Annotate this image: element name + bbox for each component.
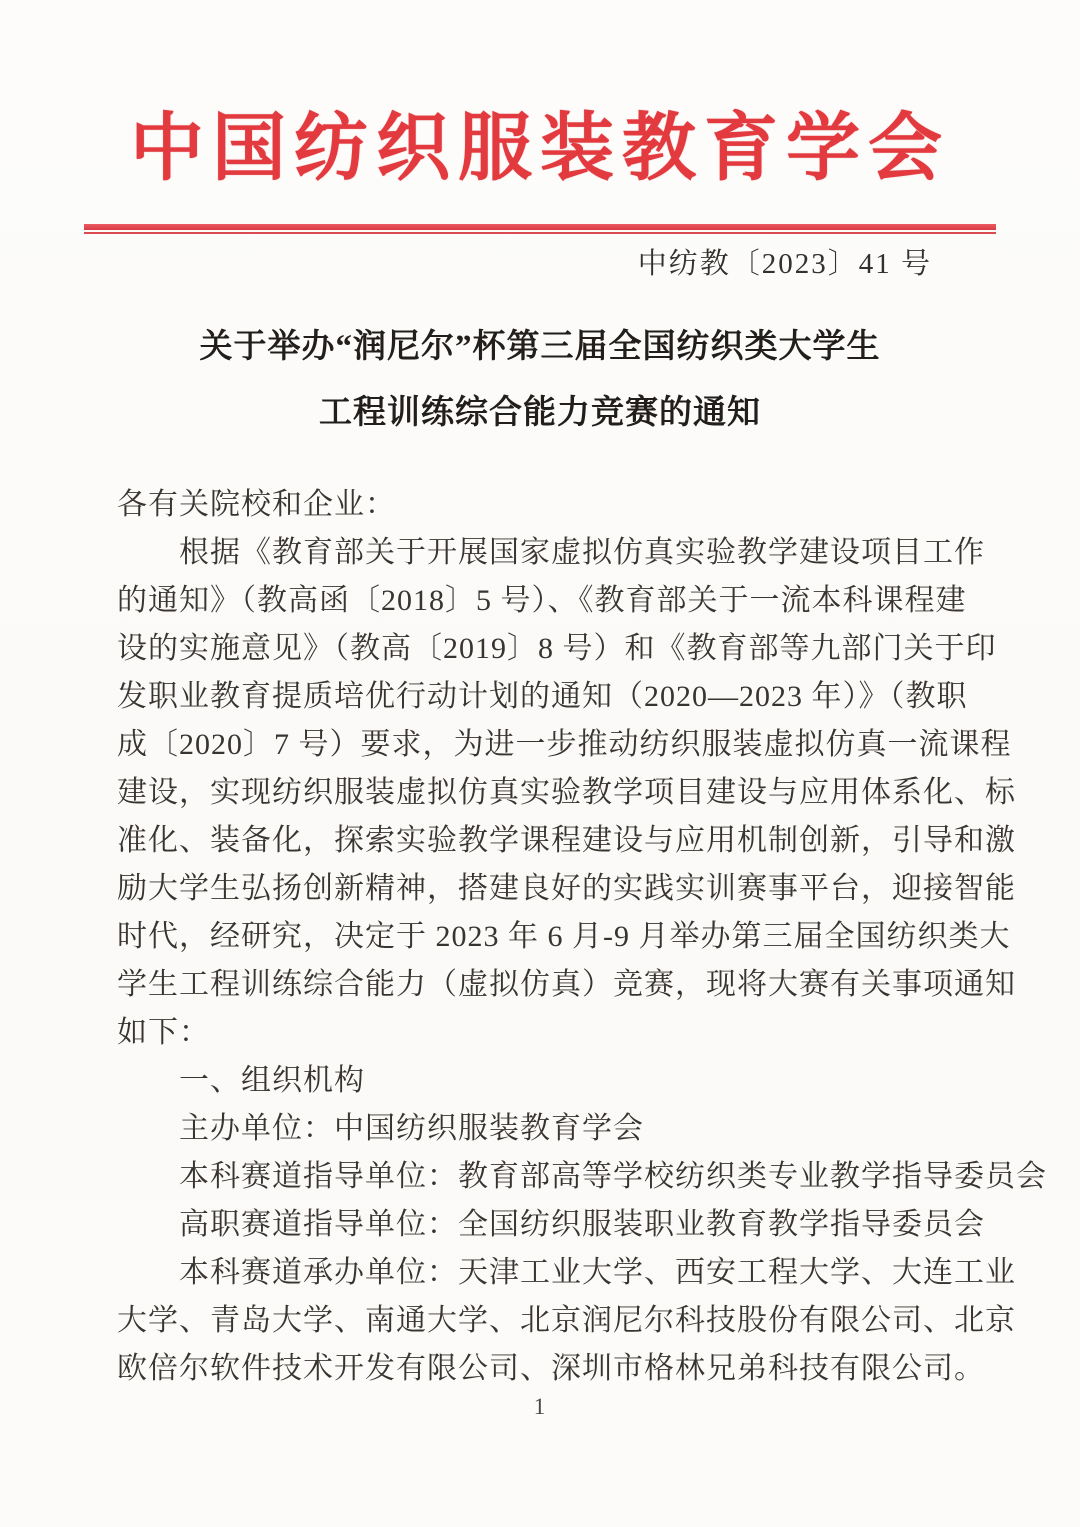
red-divider (84, 224, 996, 234)
body-line: 根据《教育部关于开展国家虚拟仿真实验教学建设项目工作 (179, 536, 985, 569)
doc-number: 中纺教〔2023〕41 号 (637, 248, 932, 280)
body-line: 准化、装备化，探索实验教学课程建设与应用机制创新，引导和激 (117, 824, 1016, 857)
body-line: 学生工程训练综合能力（虚拟仿真）竞赛，现将大赛有关事项通知 (117, 968, 1016, 1001)
body-line: 本科赛道指导单位：教育部高等学校纺织类专业教学指导委员会 (179, 1160, 1047, 1193)
page-number: 1 (533, 1394, 547, 1419)
body-line: 如下： (117, 1016, 210, 1049)
body-line: 主办单位：中国纺织服装教育学会 (179, 1112, 644, 1145)
body-line: 建设，实现纺织服装虚拟仿真实验教学项目建设与应用体系化、标 (117, 776, 1016, 809)
body-line: 发职业教育提质培优行动计划的通知（2020—2023 年）》（教职 (117, 680, 968, 713)
body-line: 励大学生弘扬创新精神，搭建良好的实践实训赛事平台，迎接智能 (117, 872, 1016, 905)
body-line: 各有关院校和企业： (117, 488, 396, 521)
body-line: 成〔2020〕7 号）要求，为进一步推动纺织服装虚拟仿真一流课程 (117, 728, 1012, 761)
body-line: 本科赛道承办单位：天津工业大学、西安工程大学、大连工业 (179, 1256, 1016, 1289)
org-header-title: 中国纺织服装教育学会 (130, 108, 950, 190)
doc-body (117, 481, 1047, 1393)
body-line: 设的实施意见》（教高〔2019〕8 号）和《教育部等九部门关于印 (117, 632, 997, 665)
doc-title-line-2: 工程训练综合能力竞赛的通知 (319, 395, 761, 431)
body-line: 的通知》（教高函〔2018〕5 号）、《教育部关于一流本科课程建 (117, 584, 967, 617)
body-line: 欧倍尔软件技术开发有限公司、深圳市格林兄弟科技有限公司。 (117, 1352, 985, 1385)
doc-title (0, 314, 1080, 446)
red-divider-thin-line (84, 232, 996, 234)
body-line: 时代，经研究，决定于 2023 年 6 月-9 月举办第三届全国纺织类大 (117, 920, 1011, 953)
body-line: 大学、青岛大学、南通大学、北京润尼尔科技股份有限公司、北京 (117, 1304, 1016, 1337)
doc-title-line-1: 关于举办“润尼尔”杯第三届全国纺织类大学生 (199, 329, 881, 365)
body-section-heading: 一、组织机构 (179, 1064, 365, 1097)
body-line: 高职赛道指导单位：全国纺织服装职业教育教学指导委员会 (179, 1208, 985, 1241)
